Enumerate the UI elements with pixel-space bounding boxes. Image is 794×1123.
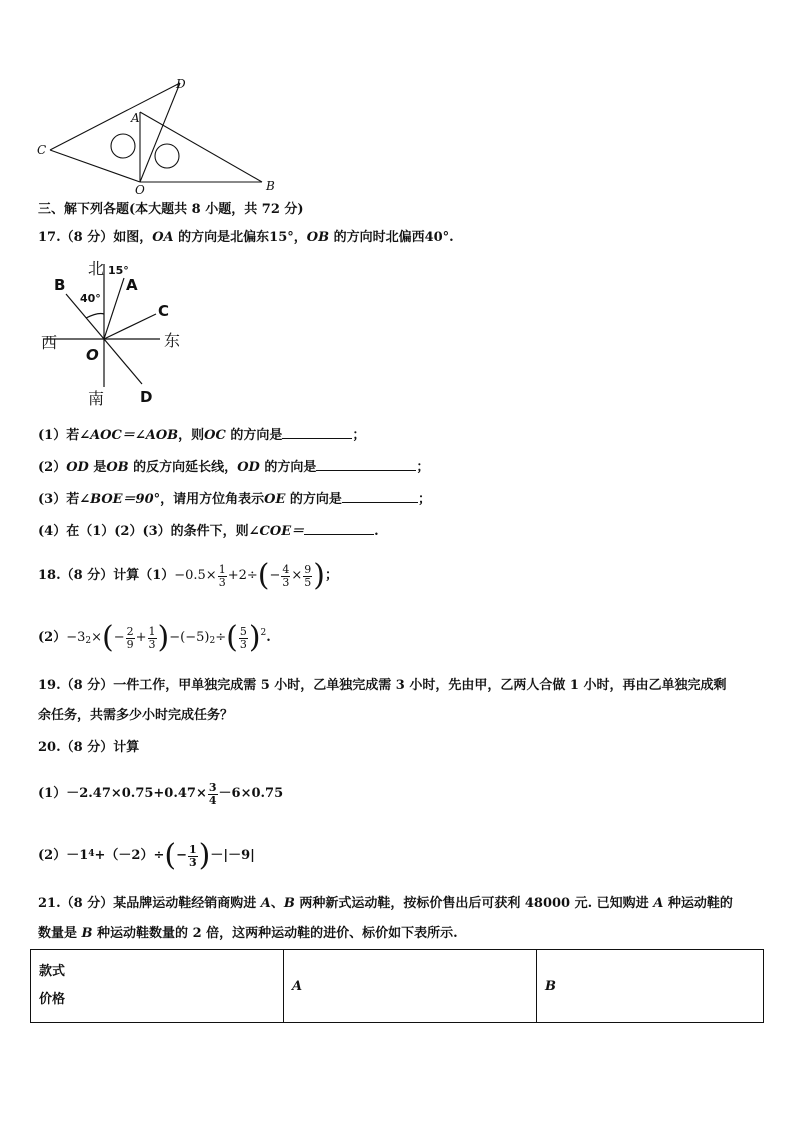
compass-c: C <box>158 302 170 320</box>
q17-answer-blank-2[interactable] <box>316 458 416 471</box>
compass-b: B <box>54 276 66 294</box>
header-price: 价格 <box>39 992 66 1007</box>
q17-stem: 17.（8 分）如图，OA 的方向是北偏东15°，OB 的方向时北偏西40°. <box>38 230 454 245</box>
angle-15: 15° <box>108 264 129 277</box>
table-col-b: B <box>537 950 764 1023</box>
q21-line1: 21.（8 分）某品牌运动鞋经销商购进 A、B 两种新式运动鞋，按标价售出后可获利 48000 元. 已知购进 A 种运动鞋的 <box>38 896 733 911</box>
q18-part2: (2） −3 $_2$ × ( − $\frac{2}{9}$ + $\frac{1}{3}$ ) −(−5) $_2$ ÷ ( $\frac{5}{3}$ ) $^2$ . <box>38 620 271 655</box>
table-col-a: A <box>284 950 537 1023</box>
q17-part2: (2）OD 是OB 的反方向延长线，OD 的方向是 ； <box>38 460 430 475</box>
q17-part3: (3）若∠BOE＝90°，请用方位角表示OE 的方向是 ； <box>38 492 431 507</box>
triangle-figure <box>30 74 290 199</box>
label-c: C <box>37 143 47 157</box>
compass-south: 南 <box>88 389 105 408</box>
section-3-title: 三、解下列各题(本大题共 8 小题，共 72 分) <box>38 202 304 217</box>
header-style: 款式 <box>39 964 66 979</box>
q17-part4: (4）在（1）(2）(3）的条件下，则∠COE＝ . <box>38 524 379 539</box>
label-b: B <box>266 179 275 193</box>
compass-figure <box>38 252 198 412</box>
q21-line2: 数量是 B 种运动鞋数量的 2 倍，这两种运动鞋的进价、标价如下表所示. <box>38 926 458 941</box>
q17-answer-blank-3[interactable] <box>342 490 418 503</box>
compass-north: 北 <box>88 259 105 278</box>
price-table <box>30 949 764 1023</box>
label-d: D <box>176 77 186 91</box>
q17-answer-blank-4[interactable] <box>304 522 374 535</box>
label-a: A <box>131 111 140 125</box>
compass-d: D <box>140 388 153 406</box>
q17-part1: (1）若∠AOC＝∠AOB，则OC 的方向是 ； <box>38 428 366 443</box>
q19-line2: 余任务，共需多少小时完成任务？ <box>38 708 234 723</box>
compass-a: A <box>126 276 138 294</box>
compass-east: 东 <box>164 331 181 350</box>
q17-answer-blank-1[interactable] <box>282 426 352 439</box>
compass-o: O <box>86 346 99 364</box>
q18-part1: 18.（8 分）计算（1） −0.5× $\frac{1}{3}$ +2÷ ( − $\frac{4}{3}$ × $\frac{9}{5}$ ) ； <box>38 558 339 593</box>
compass-west: 西 <box>41 333 58 352</box>
q19-line1: 19.（8 分）一件工作，甲单独完成需 5 小时，乙单独完成需 3 小时，先由甲，乙两人合做 1 小时，再由乙单独完成剩 <box>38 678 727 693</box>
label-o: O <box>135 183 145 197</box>
q20-part2: (2）－1 4 +（－2）÷ ( − $\frac{1}{3}$ ) －|－9| <box>38 838 255 873</box>
angle-40: 40° <box>80 292 101 305</box>
table-header-cell <box>31 950 284 1023</box>
q20-stem: 20.（8 分）计算 <box>38 740 140 755</box>
q20-part1: (1）－2.47×0.75+0.47× $\frac{3}{4}$ －6×0.75 <box>38 780 284 807</box>
